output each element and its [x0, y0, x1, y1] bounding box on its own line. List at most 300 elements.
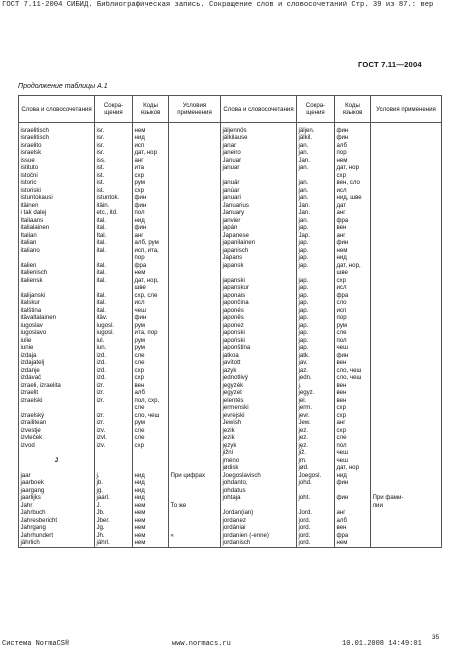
table-cell: jg. [95, 487, 133, 495]
table-cell: italskur [19, 299, 95, 307]
table-cell [371, 434, 442, 442]
table-cell: Jahrhundert [19, 532, 95, 540]
table-row [19, 502, 442, 510]
table-cell: jevr. [297, 412, 335, 420]
table-cell [169, 329, 221, 337]
table-cell: нем [335, 157, 371, 165]
table-cell: jezik [221, 434, 297, 442]
table-cell [221, 172, 297, 180]
table-cell [371, 322, 442, 330]
table-cell: Jahresbericht [19, 517, 95, 525]
table-row [19, 382, 442, 390]
table-row [19, 157, 442, 165]
table-cell: izvestje [19, 427, 95, 435]
table-cell: вен, сло [335, 179, 371, 187]
table-cell: israelitisch [19, 134, 95, 142]
table-cell: japonés [221, 307, 297, 315]
table-cell: дат, нор, [335, 262, 371, 270]
table-cell: Italiaans [19, 217, 95, 225]
standard-number: ГОСТ 7.11—2004 [358, 60, 422, 69]
table-cell: jegyzet [221, 389, 297, 397]
table-cell: нид, шве [335, 194, 371, 202]
table-cell: J [19, 457, 95, 465]
table-row [19, 299, 442, 307]
table-cell: вен [335, 224, 371, 232]
table-cell: дат [335, 202, 371, 210]
table-cell: jap. [297, 247, 335, 255]
table-cell [371, 382, 442, 390]
table-cell: чеш [335, 449, 371, 457]
table-cell: japanilainen [221, 239, 297, 247]
table-cell: japanskur [221, 284, 297, 292]
table-cell [371, 292, 442, 300]
table-cell: jatkoa [221, 352, 297, 360]
table-cell: анг [133, 157, 169, 165]
table-cell [169, 134, 221, 142]
table-cell: схр, сле [133, 292, 169, 300]
table-cell: Jan. [297, 157, 335, 165]
table-body [19, 123, 442, 548]
table-cell: izv. [95, 427, 133, 435]
table-cell: iulie [19, 337, 95, 345]
table-row [19, 307, 442, 315]
table-cell: рум [335, 322, 371, 330]
table-cell: izd. [95, 367, 133, 375]
table-cell [371, 284, 442, 292]
table-row [19, 532, 442, 540]
table-cell: jap. [297, 337, 335, 345]
table-row [19, 172, 442, 180]
table-cell: izraeli, izraelita [19, 382, 95, 390]
table-cell [169, 487, 221, 495]
table-cell [371, 232, 442, 240]
table-cell: нид [133, 217, 169, 225]
table-cell: jan. [297, 164, 335, 172]
table-cell: italialainen [19, 224, 95, 232]
table-cell [371, 209, 442, 217]
table-cell: jęz. [297, 442, 335, 450]
table-cell: jährlich [19, 539, 95, 547]
column-header: Слова и словосочетания [221, 96, 297, 123]
table-cell: iugoslav [19, 322, 95, 330]
table-cell: сло, чеш [335, 374, 371, 382]
table-cell [169, 412, 221, 420]
table-cell [133, 457, 169, 465]
table-cell [371, 359, 442, 367]
table-cell: сло [335, 299, 371, 307]
table-cell: Jber. [95, 517, 133, 525]
table-cell [371, 247, 442, 255]
table-cell: схр [133, 187, 169, 195]
table-cell: j. [95, 472, 133, 480]
table-row [19, 194, 442, 202]
table-cell: italiano [19, 247, 95, 255]
table-cell: нид [335, 472, 371, 480]
table-cell [169, 269, 221, 277]
table-row [19, 419, 442, 427]
table-cell: istuntok. [95, 194, 133, 202]
table-cell: То же [169, 502, 221, 510]
table-cell [19, 464, 95, 472]
table-row [19, 479, 442, 487]
table-cell: jan. [297, 142, 335, 150]
table-cell: ital. [95, 217, 133, 225]
table-cell: isr. [95, 149, 133, 157]
table-cell [371, 299, 442, 307]
table-cell: itäv. [95, 314, 133, 322]
table-row [19, 337, 442, 345]
table-cell: алб [335, 142, 371, 150]
table-cell [371, 277, 442, 285]
table-row [19, 517, 442, 525]
table-cell: jan. [297, 187, 335, 195]
table-cell [169, 509, 221, 517]
table-cell [169, 277, 221, 285]
table-cell: japonez [221, 322, 297, 330]
table-cell: вен [133, 382, 169, 390]
table-cell: izdaja [19, 352, 95, 360]
table-cell: istoric [19, 179, 95, 187]
table-cell: jap. [297, 239, 335, 247]
table-cell [133, 464, 169, 472]
table-cell [371, 389, 442, 397]
table-cell: фин [335, 239, 371, 247]
table-cell: jegyzék [221, 382, 297, 390]
table-cell: javított [221, 359, 297, 367]
table-cell: japonski [221, 329, 297, 337]
table-cell [169, 359, 221, 367]
table-cell [169, 157, 221, 165]
table-cell: janeiro [221, 149, 297, 157]
table-cell: Ital. [95, 232, 133, 240]
table-cell: пор [335, 314, 371, 322]
table-cell: ist. [95, 172, 133, 180]
table-cell: japoński [221, 337, 297, 345]
table-cell [371, 524, 442, 532]
table-cell [371, 314, 442, 322]
table-cell [371, 157, 442, 165]
table-cell [169, 307, 221, 315]
table-cell: japanisch [221, 247, 297, 255]
table-cell: Januarius [221, 202, 297, 210]
table-cell: ital. [95, 247, 133, 255]
table-row [19, 247, 442, 255]
table-row [19, 292, 442, 300]
table-cell: izrailitean [19, 419, 95, 427]
table-cell: jedn. [297, 374, 335, 382]
table-row [19, 232, 442, 240]
table-cell: jordániai [221, 524, 297, 532]
table-cell [371, 479, 442, 487]
table-cell: схр [335, 404, 371, 412]
table-cell: jord. [297, 532, 335, 540]
column-header: Сокра-щения [297, 96, 335, 123]
table-cell [95, 404, 133, 412]
table-cell: анг [335, 232, 371, 240]
table-cell: johtaja [221, 494, 297, 502]
table-cell [371, 187, 442, 195]
table-cell [371, 464, 442, 472]
table-cell: Jan. [297, 209, 335, 217]
table-cell: ital. [95, 299, 133, 307]
table-cell: рум [133, 322, 169, 330]
table-row [19, 284, 442, 292]
table-cell: isr. [95, 142, 133, 150]
table-cell: пор [335, 149, 371, 157]
table-cell: пор [133, 254, 169, 262]
table-row [19, 322, 442, 330]
table-cell: Jahrbuch [19, 509, 95, 517]
table-cell: johdatus [221, 487, 297, 495]
table-cell [371, 142, 442, 150]
table-cell [371, 179, 442, 187]
table-cell: israelitisch [19, 127, 95, 135]
table-cell [169, 217, 221, 225]
table-cell: itäin. [95, 202, 133, 210]
table-cell: нид [335, 254, 371, 262]
table-cell: iugosl. [95, 322, 133, 330]
table-cell [169, 494, 221, 502]
table-cell: jegyz. [297, 389, 335, 397]
table-cell: фин [335, 134, 371, 142]
table-cell: вен [335, 359, 371, 367]
table-cell [169, 232, 221, 240]
table-cell: анг [335, 509, 371, 517]
table-cell: jerm. [297, 404, 335, 412]
table-cell: фин [133, 202, 169, 210]
table-cell: рум [133, 419, 169, 427]
table-row [19, 442, 442, 450]
table-cell [95, 457, 133, 465]
table-cell: israelito [19, 142, 95, 150]
table-cell: izr. [95, 389, 133, 397]
table-cell [371, 367, 442, 375]
table-cell: japonština [221, 344, 297, 352]
table-cell [169, 382, 221, 390]
table-cell [169, 374, 221, 382]
table-cell [371, 457, 442, 465]
table-cell: izvleček [19, 434, 95, 442]
table-row [19, 314, 442, 322]
table-cell [371, 307, 442, 315]
table-cell: jap. [297, 322, 335, 330]
table-cell [169, 314, 221, 322]
table-cell [169, 404, 221, 412]
table-cell [371, 127, 442, 135]
table-cell [169, 434, 221, 442]
table-cell [169, 299, 221, 307]
table-cell: japansk [221, 262, 297, 270]
table-cell [169, 352, 221, 360]
footer-website: www.normacs.ru [172, 640, 231, 648]
column-header: Слова и словосочетания [19, 96, 95, 123]
table-cell: нем [133, 517, 169, 525]
table-cell: iugosl. [95, 329, 133, 337]
table-cell: сле [335, 434, 371, 442]
table-cell: izdajatelj [19, 359, 95, 367]
document-source-line: ГОСТ 7.11-2004 СИБИД. Библиографическая запись. Сокращение слов и словосочетаний Стр. 39 из 87.: вер [2, 1, 434, 9]
table-cell [371, 509, 442, 517]
table-cell: italiensk [19, 277, 95, 285]
table-cell [169, 322, 221, 330]
table-cell: jez. [297, 434, 335, 442]
table-cell: исл [133, 299, 169, 307]
table-row [19, 164, 442, 172]
table-cell: jord. [297, 539, 335, 547]
table-cell: ital. [95, 292, 133, 300]
table-cell [19, 404, 95, 412]
table-cell: izdavač [19, 374, 95, 382]
table-cell: jordanez [221, 517, 297, 525]
table-cell: j. [297, 382, 335, 390]
table-cell: jälkilause [221, 134, 297, 142]
table-cell: Jap. [297, 232, 335, 240]
table-cell: Jahr [19, 502, 95, 510]
table-cell: iul. [95, 337, 133, 345]
table-cell: При фами- [371, 494, 442, 502]
table-cell: схр [133, 172, 169, 180]
table-cell [169, 254, 221, 262]
table-cell [371, 239, 442, 247]
table-cell [371, 134, 442, 142]
table-cell: исл [335, 284, 371, 292]
table-cell: ital. [95, 262, 133, 270]
table-row [19, 134, 442, 142]
table-row [19, 352, 442, 360]
column-header: Коды языков [335, 96, 371, 123]
table-cell [19, 254, 95, 262]
table-row [19, 224, 442, 232]
table-cell: jap. [297, 284, 335, 292]
table-row [19, 397, 442, 405]
table-cell: jevrejski [221, 412, 297, 420]
table-row [19, 179, 442, 187]
table-cell: Jew. [297, 419, 335, 427]
table-row [19, 464, 442, 472]
table-cell: issue [19, 157, 95, 165]
table-cell: схр [335, 412, 371, 420]
table-cell: алб [335, 517, 371, 525]
table-cell: jan. [297, 194, 335, 202]
table-cell: jan. [297, 149, 335, 157]
table-cell [169, 224, 221, 232]
table-cell [371, 374, 442, 382]
table-cell [371, 397, 442, 405]
table-cell: itävaltalainen [19, 314, 95, 322]
table-cell: isr. [95, 127, 133, 135]
table-cell: jap. [297, 329, 335, 337]
table-cell: рум [133, 179, 169, 187]
table-cell [169, 337, 221, 345]
table-cell: чеш [335, 344, 371, 352]
table-cell [169, 344, 221, 352]
table-cell: italian [19, 239, 95, 247]
table-cell [169, 449, 221, 457]
table-cell: сло, чеш [133, 412, 169, 420]
table-cell: При цифрах [169, 472, 221, 480]
table-cell: алб [133, 389, 169, 397]
table-cell: jan. [297, 217, 335, 225]
table-cell [169, 194, 221, 202]
table-cell: Joegosl. [297, 472, 335, 480]
table-cell: jednotlivý [221, 374, 297, 382]
table-cell: Jb. [95, 509, 133, 517]
table-row [19, 262, 442, 270]
table-cell: фин [335, 127, 371, 135]
table-cell: italienisch [19, 269, 95, 277]
table-cell: нид [133, 134, 169, 142]
footer-system-name: Система NormaCS® [2, 640, 70, 648]
table-cell [19, 284, 95, 292]
table-cell [335, 487, 371, 495]
table-cell [221, 502, 297, 510]
table-cell: Japans [221, 254, 297, 262]
table-cell: Japanese [221, 232, 297, 240]
table-cell: Jh. [95, 532, 133, 540]
table-cell: izvod [19, 442, 95, 450]
table-cell: jap. [297, 344, 335, 352]
table-cell: ist. [95, 179, 133, 187]
table-cell [169, 464, 221, 472]
table-cell: рум [133, 337, 169, 345]
table-cell: нид [133, 494, 169, 502]
table-cell: дат, нор [133, 149, 169, 157]
table-cell: izr. [95, 419, 133, 427]
table-cell: фин [335, 494, 371, 502]
table-cell: izr. [95, 397, 133, 405]
table-cell: вен [335, 382, 371, 390]
table-cell [169, 262, 221, 270]
table-cell: фра [335, 292, 371, 300]
table-cell: italština [19, 307, 95, 315]
table-cell [297, 487, 335, 495]
table-cell: лии [371, 502, 442, 510]
table-cell: jazyk [221, 367, 297, 375]
table-cell: дат, нор [335, 464, 371, 472]
table-cell [371, 202, 442, 210]
table-cell [169, 442, 221, 450]
table-cell [169, 479, 221, 487]
table-cell: фин [133, 314, 169, 322]
table-row [19, 374, 442, 382]
table-cell [371, 517, 442, 525]
table-cell [297, 269, 335, 277]
document-footer [2, 640, 457, 650]
table-cell: рум [133, 344, 169, 352]
table-cell [169, 419, 221, 427]
table-cell: jap. [297, 314, 335, 322]
table-cell [169, 539, 221, 547]
table-cell: нем [133, 127, 169, 135]
table-cell: нем [133, 539, 169, 547]
table-cell: istuntokausi [19, 194, 95, 202]
table-cell: Jewish [221, 419, 297, 427]
table-cell: вен [335, 397, 371, 405]
table-cell: фра [335, 217, 371, 225]
table-cell [95, 254, 133, 262]
table-cell [371, 164, 442, 172]
table-cell [169, 239, 221, 247]
table-cell: дат, нор, [133, 277, 169, 285]
table-cell [169, 517, 221, 525]
table-cell: jap. [297, 307, 335, 315]
table-cell: Jahrgang [19, 524, 95, 532]
table-cell [371, 329, 442, 337]
table-cell: janvier [221, 217, 297, 225]
table-cell: схр [335, 172, 371, 180]
table-cell [371, 449, 442, 457]
table-cell: január [221, 179, 297, 187]
